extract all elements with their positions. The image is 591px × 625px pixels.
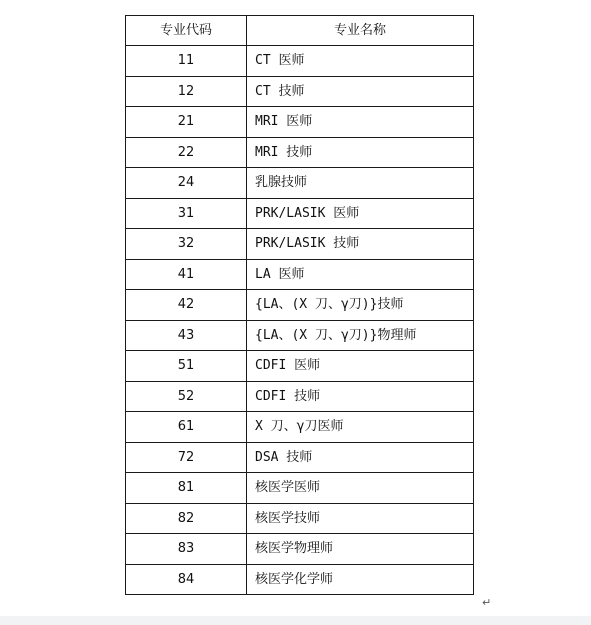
cell-code: 42 bbox=[126, 290, 247, 321]
table-row bbox=[126, 107, 474, 138]
table-row bbox=[126, 442, 474, 473]
cell-name: CDFI 技师 bbox=[247, 381, 474, 412]
cell-name: {LA、(X 刀、γ刀)}技师 bbox=[247, 290, 474, 321]
cell-name: X 刀、γ刀医师 bbox=[247, 412, 474, 443]
cell-name: 核医学医师 bbox=[247, 473, 474, 504]
cell-name: 核医学化学师 bbox=[247, 564, 474, 595]
table-row bbox=[126, 168, 474, 199]
cell-code: 61 bbox=[126, 412, 247, 443]
cell-name: DSA 技师 bbox=[247, 442, 474, 473]
cell-name: 核医学技师 bbox=[247, 503, 474, 534]
cell-name: CDFI 医师 bbox=[247, 351, 474, 382]
cell-name: 乳腺技师 bbox=[247, 168, 474, 199]
cell-code: 52 bbox=[126, 381, 247, 412]
cell-name: MRI 医师 bbox=[247, 107, 474, 138]
header-name: 专业名称 bbox=[247, 16, 474, 46]
page-bottom-strip bbox=[0, 616, 591, 625]
cell-code: 32 bbox=[126, 229, 247, 260]
cell-code: 41 bbox=[126, 259, 247, 290]
cell-name: {LA、(X 刀、γ刀)}物理师 bbox=[247, 320, 474, 351]
table-row bbox=[126, 473, 474, 504]
cell-name: CT 医师 bbox=[247, 46, 474, 77]
table-row bbox=[126, 320, 474, 351]
cell-name: PRK/LASIK 医师 bbox=[247, 198, 474, 229]
table-row bbox=[126, 229, 474, 260]
table-row bbox=[126, 503, 474, 534]
table-row bbox=[126, 351, 474, 382]
table-row bbox=[126, 76, 474, 107]
table-row bbox=[126, 564, 474, 595]
cell-code: 43 bbox=[126, 320, 247, 351]
cell-name: LA 医师 bbox=[247, 259, 474, 290]
cell-name: CT 技师 bbox=[247, 76, 474, 107]
cell-name: MRI 技师 bbox=[247, 137, 474, 168]
table-row bbox=[126, 46, 474, 77]
cell-code: 12 bbox=[126, 76, 247, 107]
paragraph-mark-icon: ↵ bbox=[482, 596, 492, 609]
table-header-row bbox=[126, 16, 474, 46]
table-row bbox=[126, 290, 474, 321]
table-row bbox=[126, 534, 474, 565]
table-row bbox=[126, 381, 474, 412]
cell-name: PRK/LASIK 技师 bbox=[247, 229, 474, 260]
cell-code: 24 bbox=[126, 168, 247, 199]
cell-code: 11 bbox=[126, 46, 247, 77]
cell-name: 核医学物理师 bbox=[247, 534, 474, 565]
table-row bbox=[126, 259, 474, 290]
cell-code: 21 bbox=[126, 107, 247, 138]
cell-code: 72 bbox=[126, 442, 247, 473]
cell-code: 83 bbox=[126, 534, 247, 565]
cell-code: 51 bbox=[126, 351, 247, 382]
header-code: 专业代码 bbox=[126, 16, 247, 46]
table-row bbox=[126, 198, 474, 229]
cell-code: 81 bbox=[126, 473, 247, 504]
table-row bbox=[126, 412, 474, 443]
table-row bbox=[126, 137, 474, 168]
cell-code: 82 bbox=[126, 503, 247, 534]
cell-code: 22 bbox=[126, 137, 247, 168]
cell-code: 84 bbox=[126, 564, 247, 595]
specialty-table bbox=[125, 15, 474, 595]
cell-code: 31 bbox=[126, 198, 247, 229]
